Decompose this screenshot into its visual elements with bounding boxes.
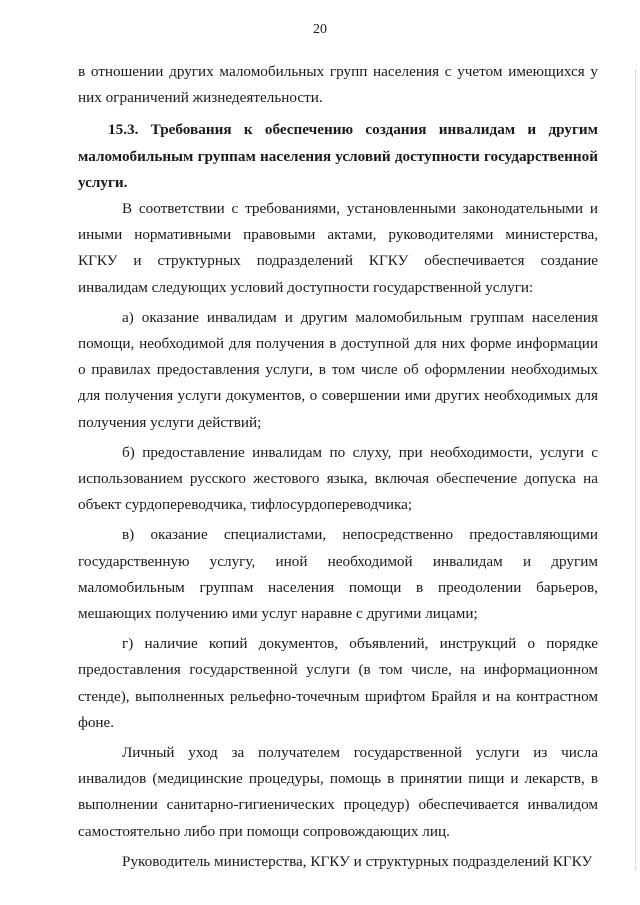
paragraph-personal-care: Личный уход за получателем государственной услуги из числа инвалидов (медицинские процедуры, помощь в принятии пищи и лекарств, в выполнении санитарно-гигиенических процедур) обеспечивается инвалидом самостоятельно либо при помощи сопровождающих лиц. [78,744,598,840]
list-item-v: в) оказание специалистами, непосредственно предоставляющими государственную услугу, иной необходимой инвалидам и другим маломобильным группам населения помощи в преодолении барьеров, мешающих получению ими услуг наравне с другими лицами; [78,526,598,623]
list-item-g: г) наличие копий документов, объявлений, инструкций о порядке предоставления государственной услуги (в том числе, на информационном стенде), выполненных рельефно-точечным шрифтом Брайля и на контрастном фоне. [78,635,598,731]
paragraph-head: Руководитель министерства, КГКУ и структурных подразделений КГКУ [122,852,593,870]
scan-edge [634,70,636,870]
document-body [78,59,598,875]
list-item-a: а) оказание инвалидам и другим маломобильным группам населения помощи, необходимой для получения в доступной для них форме информации о правилах предоставления услуги, в том числе об оформлении необходимых для получения услуги документов, о совершении ими других необходимых для получения услуги действий; [78,308,598,431]
paragraph-intro: В соответствии с требованиями, установленными законодательными и иными нормативными правовыми актами, руководителями министерства, КГКУ и структурных подразделений КГКУ обеспечивается создание инвалидам следующих условий доступности государственной услуги: [78,200,598,296]
section-heading: 15.3. Требования к обеспечению создания инвалидам и другим маломобильным группам населения условий доступности государственной услуги. [78,121,598,191]
page-number: 20 [313,22,327,37]
list-item-b: б) предоставление инвалидам по слуху, при необходимости, услуги с использованием русского жестового языка, включая обеспечение допуска на объект сурдопереводчика, тифлосурдопереводчика; [78,443,598,514]
paragraph-continuation: в отношении других маломобильных групп населения с учетом имеющихся у них ограничений жизнедеятельности. [78,63,598,107]
